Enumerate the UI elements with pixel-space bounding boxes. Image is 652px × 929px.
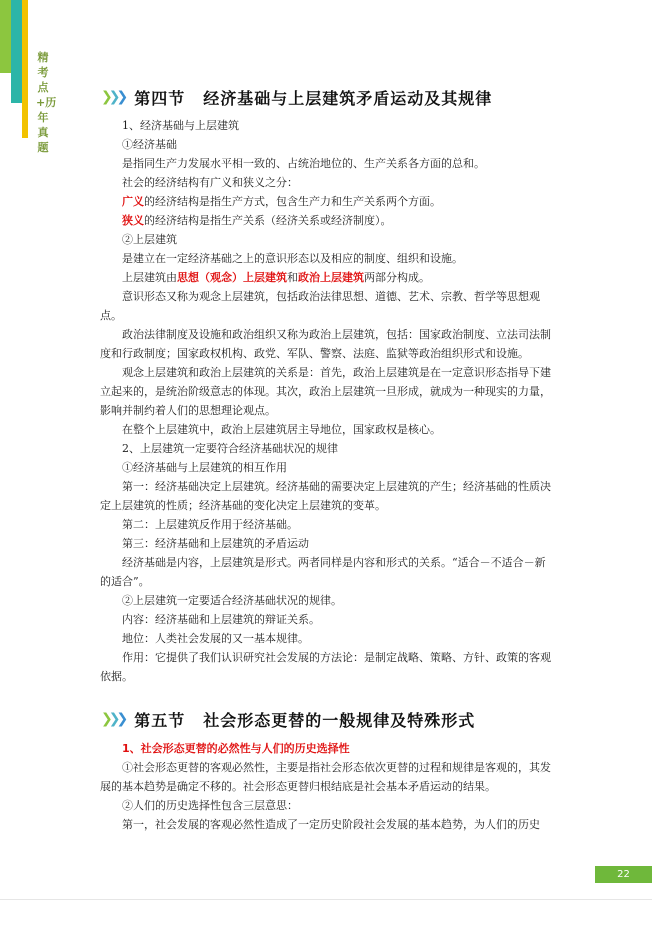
s4-line: ①经济基础 — [122, 138, 177, 151]
section5-number: 第五节 — [134, 710, 186, 730]
red-term: 狭义 — [122, 214, 144, 227]
page-number: 22 — [595, 866, 652, 883]
s4-paragraph: 观念上层建筑和政治上层建筑的关系是：首先，政治上层建筑是在一定意识形态指导下建立起来的，是统治阶级意志的体现。其次，政治上层建筑一旦形成，就成为一种现实的力量，影响并制约着人们的思想理论观点。 — [100, 366, 551, 417]
s5-paragraph: ①社会形态更替的客观必然性，主要是指社会形态依次更替的过程和规律是客观的，其发展的基本趋势是确定不移的。社会形态更替归根结底是社会基本矛盾运动的结果。 — [100, 761, 551, 793]
s4-line: 地位：人类社会发展的又一基本规律。 — [122, 632, 309, 645]
section5-title — [101, 708, 475, 730]
text: 和 — [287, 271, 298, 284]
red-term: 广义 — [122, 195, 144, 208]
section4-body — [100, 116, 554, 686]
text: 的经济结构是指生产关系（经济关系或经济制度）。 — [144, 214, 392, 227]
s4-line — [100, 211, 554, 230]
decor-bar-yellow — [22, 0, 28, 138]
bottom-divider — [0, 899, 652, 900]
section5-body — [100, 739, 554, 834]
s4-paragraph: 政治法律制度及设施和政治组织又称为政治上层建筑，包括：国家政治制度、立法司法制度和行政制度；国家政权机构、政党、军队、警察、法庭、监狱等政治组织形式和设施。 — [100, 328, 551, 360]
red-term: 政治上层建筑 — [298, 271, 364, 284]
s4-line: ①经济基础与上层建筑的相互作用 — [122, 461, 287, 474]
decor-bar-green — [0, 0, 11, 73]
chevron-arrows-icon: ❯❯❯ — [101, 89, 125, 105]
s5-paragraph: 第一，社会发展的客观必然性造成了一定历史阶段社会发展的基本趋势，为人们的历史 — [122, 818, 540, 831]
section5-heading: 社会形态更替的一般规律及特殊形式 — [203, 710, 476, 730]
s4-paragraph: 第一：经济基础决定上层建筑。经济基础的需要决定上层建筑的产生；经济基础的性质决定上层建筑的性质；经济基础的变化决定上层建筑的变革。 — [100, 480, 551, 512]
section4-title — [101, 86, 492, 108]
text: 的经济结构是指生产方式，包含生产力和生产关系两个方面。 — [144, 195, 441, 208]
s4-paragraph: 意识形态又称为观念上层建筑，包括政治法律思想、道德、艺术、宗教、哲学等思想观点。 — [100, 290, 540, 322]
s5-heading: 1、社会形态更替的必然性与人们的历史选择性 — [122, 742, 350, 755]
text: 两部分构成。 — [364, 271, 430, 284]
s4-paragraph: 经济基础是内容，上层建筑是形式。两者同样是内容和形式的关系。“适合－不适合－新的适合”。 — [100, 556, 546, 588]
section4-heading: 经济基础与上层建筑矛盾运动及其规律 — [203, 88, 493, 108]
s4-line: ②上层建筑一定要适合经济基础状况的规律。 — [122, 594, 342, 607]
s4-line: 社会的经济结构有广义和狭义之分： — [122, 176, 298, 189]
section4-number: 第四节 — [134, 88, 186, 108]
s4-line: 第二：上层建筑反作用于经济基础。 — [122, 518, 298, 531]
s4-line: 第三：经济基础和上层建筑的矛盾运动 — [122, 537, 309, 550]
s4-line — [100, 268, 554, 287]
decor-bar-teal — [11, 0, 22, 103]
s4-line: 是建立在一定经济基础之上的意识形态以及相应的制度、组织和设施。 — [122, 252, 463, 265]
s4-line: 1、经济基础与上层建筑 — [122, 119, 239, 132]
side-label: 精考点+历年真题 — [36, 51, 57, 154]
chevron-arrows-icon: ❯❯❯ — [101, 711, 125, 727]
red-term: 思想（观念）上层建筑 — [177, 271, 287, 284]
s4-paragraph: 作用：它提供了我们认识研究社会发展的方法论：是制定战略、策略、方针、政策的客观依据。 — [100, 651, 551, 683]
s5-line: ②人们的历史选择性包含三层意思： — [122, 799, 298, 812]
s4-line: 是指同生产力发展水平相一致的、占统治地位的、生产关系各方面的总和。 — [122, 157, 485, 170]
s4-line: 2、上层建筑一定要符合经济基础状况的规律 — [122, 442, 338, 455]
text: 上层建筑由 — [122, 271, 177, 284]
s4-line — [100, 192, 554, 211]
s4-line: 内容：经济基础和上层建筑的辩证关系。 — [122, 613, 320, 626]
s4-line: ②上层建筑 — [122, 233, 177, 246]
s4-paragraph: 在整个上层建筑中，政治上层建筑居主导地位，国家政权是核心。 — [122, 423, 441, 436]
